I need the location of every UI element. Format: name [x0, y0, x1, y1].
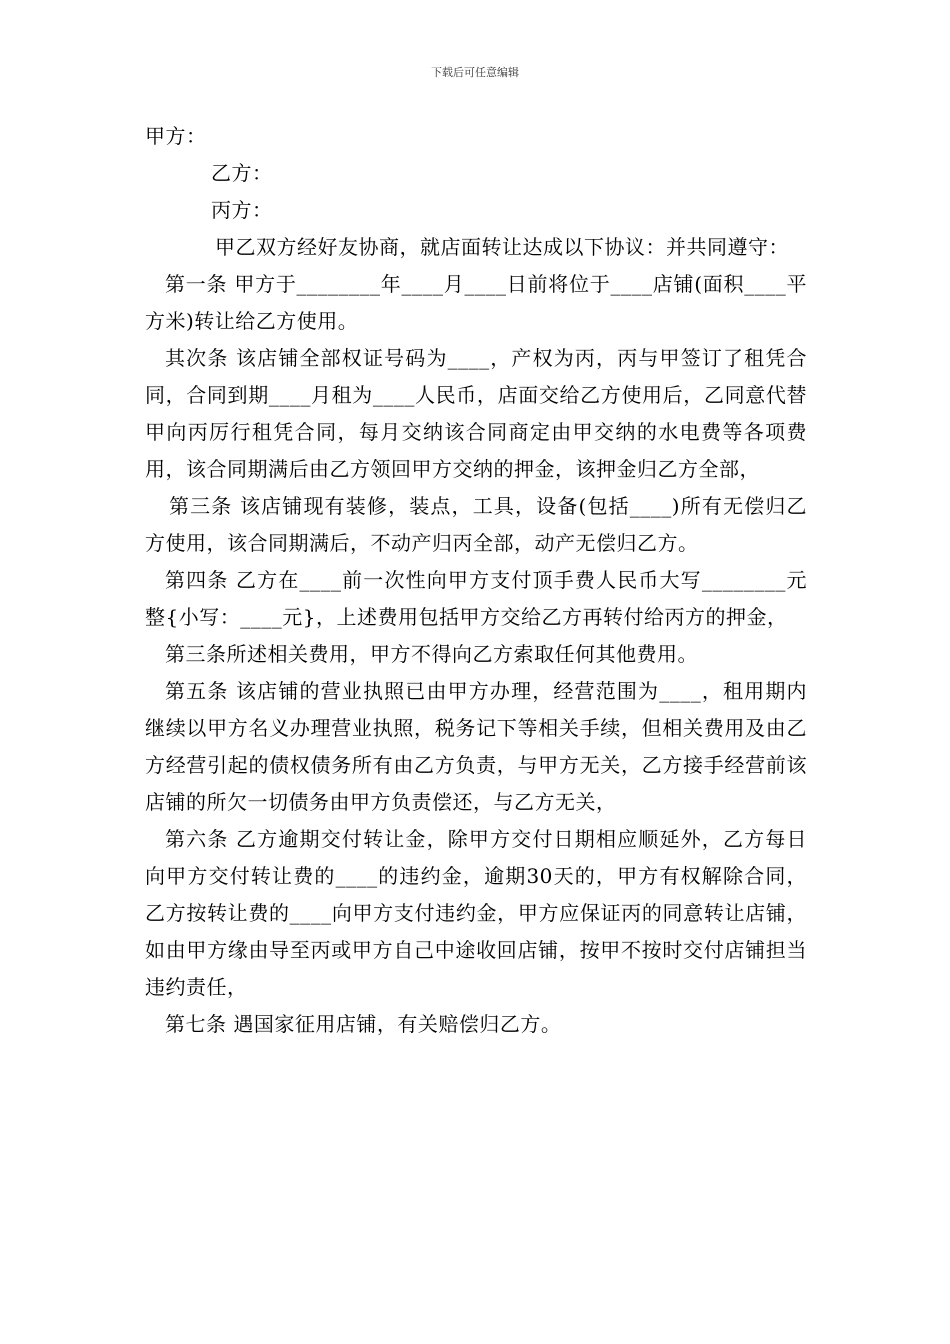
article-5: 第五条 该店铺的营业执照已由甲方办理，经营范围为____，租用期内继续以甲方名义办理营业执照，税务记下等相关手续，但相关费用及由乙方经营引起的债权债务所有由乙方负责，与甲方无关，乙方接手经营前该店铺的所欠一切债务由甲方负责偿还，与乙方无关， — [145, 679, 807, 814]
party-b-line: 乙方： — [211, 161, 273, 185]
article-3: 第三条 该店铺现有装修，装点，工具，设备(包括____)所有无偿归乙方使用，该合同期满后，不动产归丙全部，动产无偿归乙方。 — [145, 494, 807, 555]
article-4: 第四条 乙方在____前一次性向甲方支付顶手费人民币大写________元整{小写：____元}，上述费用包括甲方交给乙方再转付给丙方的押金， — [145, 568, 807, 629]
article-7: 第七条 遇国家征用店铺，有关赔偿归乙方。 — [165, 1012, 562, 1036]
document-body — [145, 118, 807, 1043]
article-3-fees: 第三条所述相关费用，甲方不得向乙方索取任何其他费用。 — [165, 642, 698, 666]
page-header: 下载后可任意编辑 — [431, 66, 519, 79]
party-a-line: 甲方： — [145, 124, 207, 148]
party-c-line: 丙方： — [211, 198, 273, 222]
preamble-paragraph: 甲乙双方经好友协商，就店面转让达成以下协议：并共同遵守： — [215, 235, 789, 259]
article-2: 其次条 该店铺全部权证号码为____，产权为丙，丙与甲签订了租凭合同，合同到期____月租为____人民币，店面交给乙方使用后，乙同意代替甲向丙厉行租凭合同，每月交纳该合同商定由甲交纳的水电费等各项费用，该合同期满后由乙方领回甲方交纳的押金，该押金归乙方全部， — [145, 346, 807, 481]
article-1: 第一条 甲方于________年____月____日前将位于____店铺(面积____平方米)转让给乙方使用。 — [145, 272, 807, 333]
article-6: 第六条 乙方逾期交付转让金，除甲方交付日期相应顺延外，乙方每日向甲方交付转让费的____的违约金，逾期30天的，甲方有权解除合同，乙方按转让费的____向甲方支付违约金，甲方应保证丙的同意转让店铺，如由甲方缘由导至丙或甲方自己中途收回店铺，按甲不按时交付店铺担当违约责任， — [145, 827, 807, 999]
